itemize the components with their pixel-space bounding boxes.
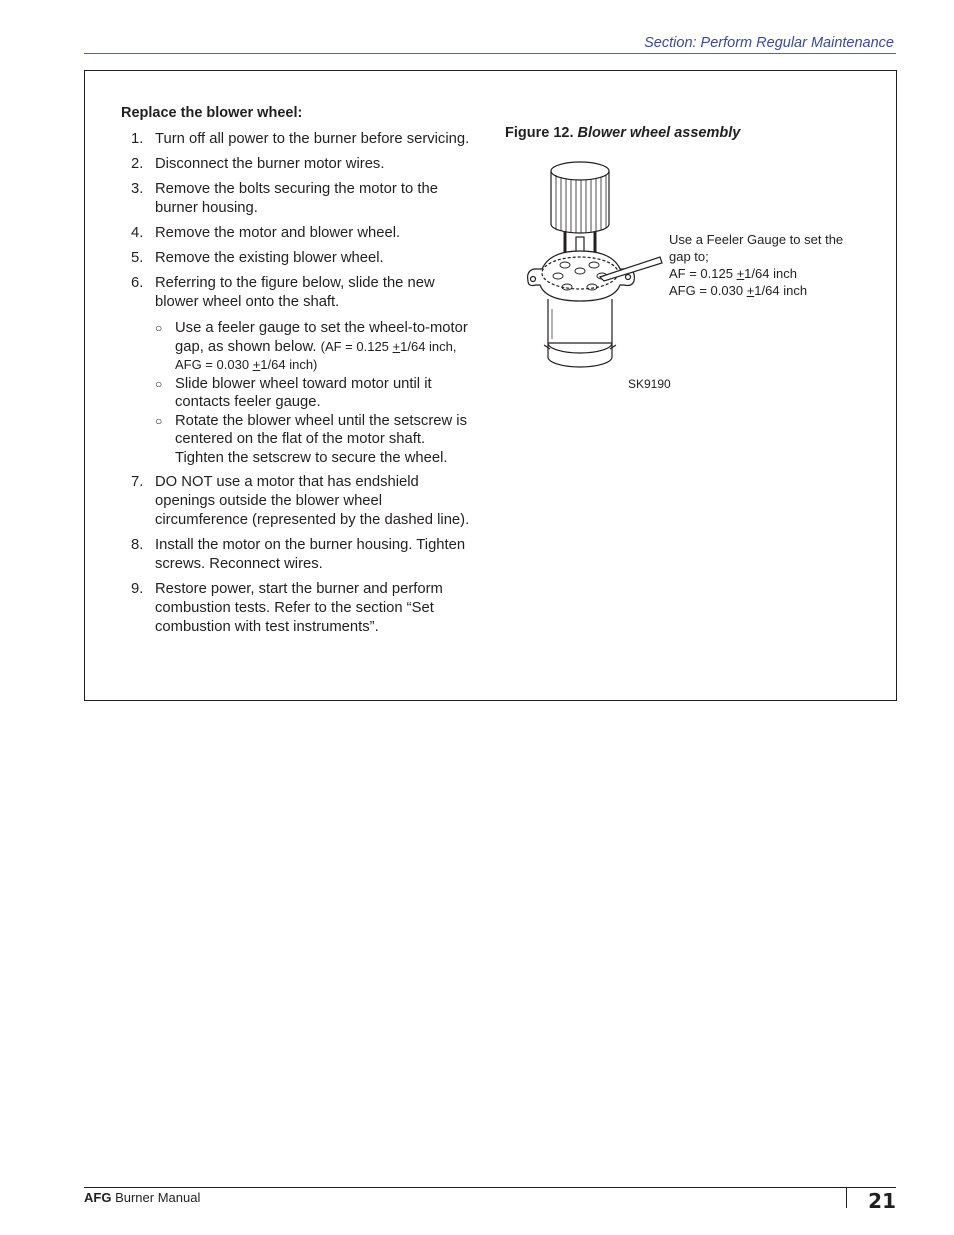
footer-divider (846, 1188, 847, 1208)
step-item (121, 155, 477, 174)
af-suffix: 1/64 inch (744, 266, 797, 281)
manual-name: Burner Manual (111, 1190, 201, 1205)
step-item (121, 536, 477, 574)
callout-instruction: Use a Feeler Gauge to set the gap to; (669, 232, 844, 264)
sketch-id: SK9190 (628, 377, 671, 391)
step-number: 6. (131, 275, 144, 291)
figure-label: Figure 12. (505, 125, 574, 141)
step-text: DO NOT use a motor that has endshield openings outside the blower wheel circumference (represented by the dashed line). (155, 474, 470, 528)
sub-step-text: Rotate the blower wheel until the setscrew is centered on the flat of the motor shaft. Tighten the setscrew to secure the wheel. (175, 412, 467, 466)
procedure-box (84, 70, 897, 701)
step-text: Referring to the figure below, slide the new blower wheel onto the shaft. (155, 275, 435, 310)
sub-steps-list (155, 319, 477, 467)
step-item (121, 249, 477, 268)
step-text: Restore power, start the burner and perform combustion tests. Refer to the section “Set combustion with test instruments”. (155, 581, 443, 635)
step-item (121, 180, 477, 218)
plus-minus-sign: + (736, 266, 745, 281)
step-item (121, 274, 477, 467)
afg-suffix: 1/64 inch (754, 283, 808, 298)
page-footer (84, 1187, 896, 1213)
step-item (121, 473, 477, 530)
step-text: Remove the existing blower wheel. (155, 250, 384, 266)
step-text: Remove the motor and blower wheel. (155, 225, 401, 241)
af-gap-spec (669, 265, 849, 282)
bullet-icon: ○ (155, 413, 163, 428)
brand-name: AFG (84, 1190, 112, 1205)
step-item (121, 130, 477, 149)
bullet-icon: ○ (155, 376, 163, 391)
gauge-spec-c: 1/64 inch) (260, 357, 318, 372)
step-text: Install the motor on the burner housing. Tighten screws. Reconnect wires. (155, 537, 466, 572)
procedure-heading: Replace the blower wheel: (121, 105, 303, 121)
step-text: Turn off all power to the burner before servicing. (155, 131, 470, 147)
afg-prefix: AFG = 0.030 (669, 283, 747, 298)
manual-title (84, 1190, 200, 1205)
step-number: 8. (131, 537, 144, 553)
step-number: 5. (131, 250, 144, 266)
sub-step-gauge (155, 319, 477, 375)
sub-step-text: Slide blower wheel toward motor until it contacts feeler gauge. (175, 375, 432, 410)
feeler-gauge-callout (669, 231, 849, 299)
gauge-spec-a: (AF = 0.125 (320, 338, 393, 354)
sub-step-slide (155, 375, 477, 412)
af-prefix: AF = 0.125 (669, 266, 737, 281)
figure-caption (505, 125, 885, 141)
section-title: Section: Perform Regular Maintenance (644, 35, 894, 51)
step-number: 4. (131, 225, 144, 241)
plus-minus-sign: + (746, 283, 755, 298)
sub-step-rotate (155, 412, 477, 468)
plus-minus-sign: + (252, 357, 261, 372)
step-item (121, 224, 477, 243)
step-item (121, 580, 477, 637)
step-number: 9. (131, 581, 144, 597)
page-header (84, 33, 896, 54)
sub-step-text: Use a feeler gauge to set the wheel-to-motor gap, as shown below. (175, 320, 468, 355)
bullet-icon: ○ (155, 321, 163, 335)
step-number: 1. (131, 131, 144, 147)
procedure-column (121, 105, 477, 643)
step-number: 7. (131, 474, 144, 490)
step-text: Remove the bolts securing the motor to the burner housing. (155, 181, 438, 216)
plus-minus-sign: + (392, 338, 401, 354)
figure-title: Blower wheel assembly (577, 125, 741, 141)
step-number: 3. (131, 181, 144, 197)
figure-area (505, 159, 885, 399)
page-number: 21 (868, 1189, 896, 1213)
step-number: 2. (131, 156, 144, 172)
steps-list (121, 130, 477, 637)
figure-column (505, 125, 885, 391)
gauge-spec-b: 1/64 inch, AFG = 0.030 (175, 338, 457, 372)
blower-wheel-assembly-illustration (520, 159, 670, 374)
step-text: Disconnect the burner motor wires. (155, 156, 385, 172)
afg-gap-spec (669, 282, 849, 299)
